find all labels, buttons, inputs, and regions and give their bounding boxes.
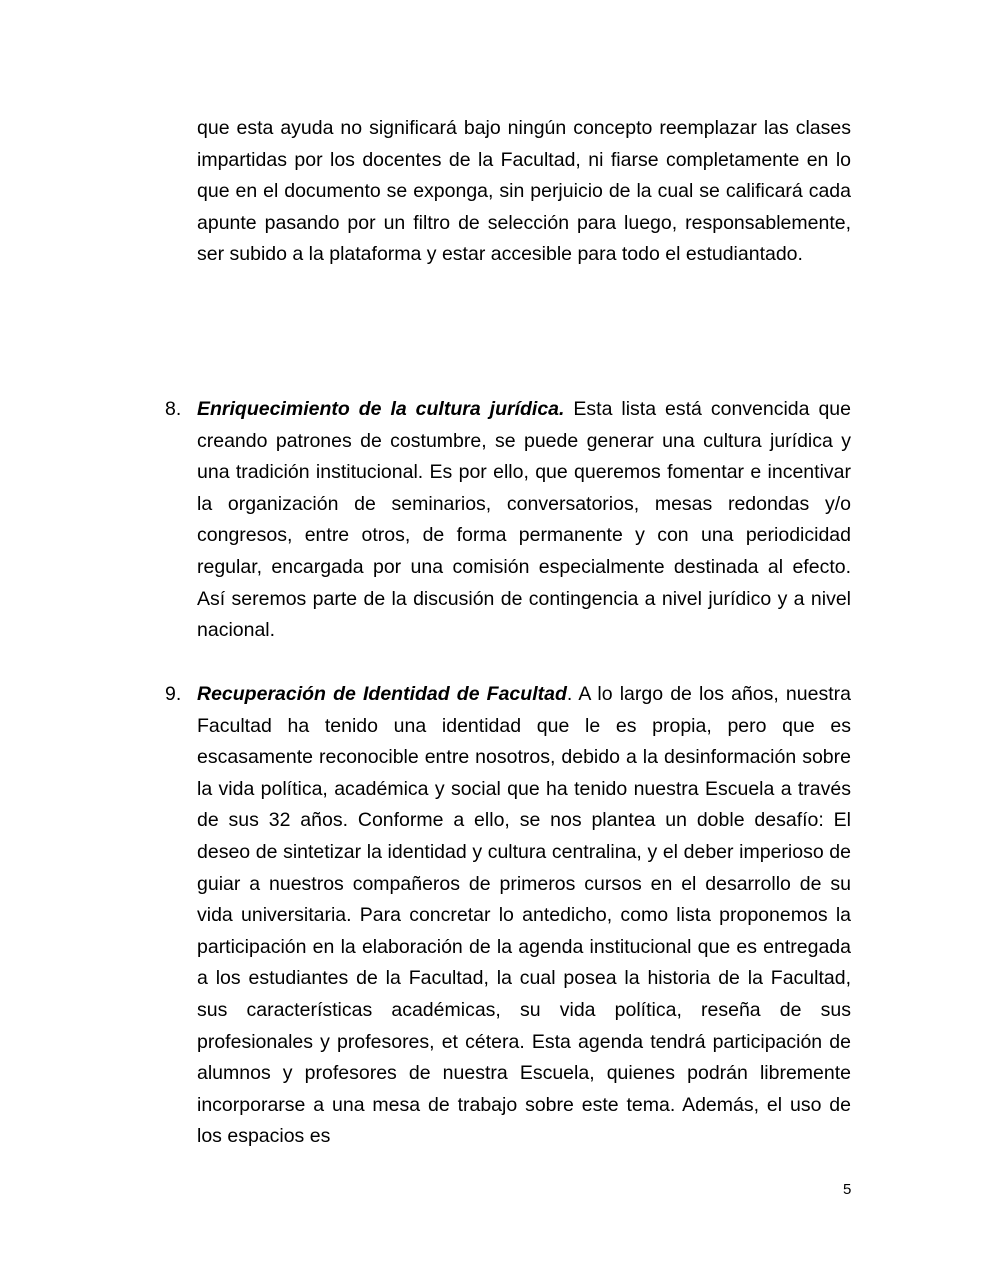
list-item-number: 8. — [165, 398, 182, 420]
list-item-number: 9. — [165, 683, 182, 705]
list-item-body — [197, 679, 851, 1153]
list-item-heading: Enriquecimiento de la cultura jurídica. — [197, 398, 565, 420]
list-item-text: Esta lista está convencida que creando patrones de costumbre, se puede generar una cultura jurídica y una tradición institucional. Es por ello, que queremos fomentar e incentivar la organización de seminarios, conversatorios, mesas redondas y/o congresos, entre otros, de forma permanente y con una periodicidad regular, encargada por una comisión especialmente destinada al efecto. Así seremos parte de la discusión de contingencia a nivel jurídico y a nivel nacional. — [197, 398, 851, 642]
page-number: 5 — [843, 1181, 852, 1198]
list-item-text: . A lo largo de los años, nuestra Facultad ha tenido una identidad que le es propia, pero que es escasamente reconocible entre nosotros, debido a la desinformación sobre la vida política, académica y social que ha tenido nuestra Escuela a través de sus 32 años. Conforme a ello, se nos plantea un doble desafío: El deseo de sintetizar la identidad y cultura centralina, y el deber imperioso de guiar a nuestros compañeros de primeros cursos en el desarrollo de su vida universitaria. Para concretar lo antedicho, como lista proponemos la participación en la elaboración de la agenda institucional que es entregada a los estudiantes de la Facultad, la cual posea la historia de la Facultad, sus características académicas, su vida política, reseña de sus profesionales y profesores, et cétera. Esta agenda tendrá participación de alumnos y profesores de nuestra Escuela, quienes podrán libremente incorporarse a una mesa de trabajo sobre este tema. Además, el uso de los espacios es — [197, 683, 851, 1148]
list-item-body — [197, 394, 851, 647]
continuation-paragraph: que esta ayuda no significará bajo ningún concepto reemplazar las clases impartidas por los docentes de la Facultad, ni fiarse completamente en lo que en el documento se exponga, sin perjuicio de la cual se calificará cada apunte pasando por un filtro de selección para luego, responsablemente, ser subido a la plataforma y estar accesible para todo el estudiantado. — [197, 117, 851, 266]
list-item-heading: Recuperación de Identidad de Facultad — [197, 683, 567, 705]
